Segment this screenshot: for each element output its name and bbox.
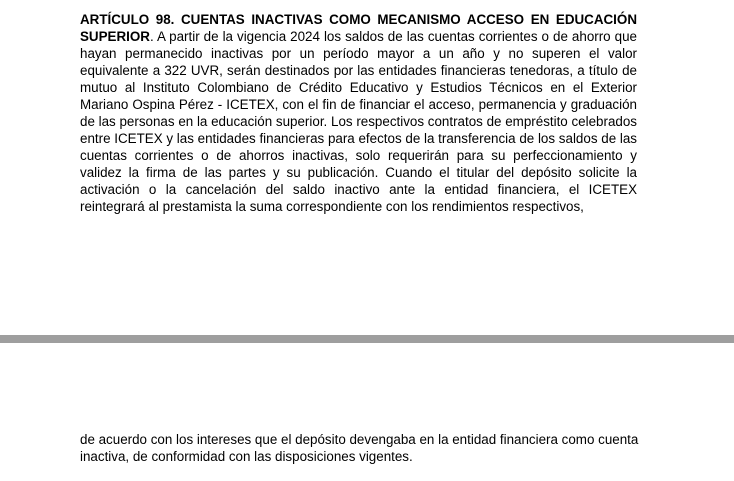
article-paragraph xyxy=(80,11,637,215)
article-heading: ARTÍCULO 98. CUENTAS INACTIVAS COMO MECANISMO ACCESO EN EDUCACIÓN SUPERIOR xyxy=(80,12,637,44)
continuation-paragraph: de acuerdo con los intereses que el depósito devengaba en la entidad financiera como cuenta inactiva, de conformidad con las disposiciones vigentes. xyxy=(80,432,639,464)
article-body: . A partir de la vigencia 2024 los saldos de las cuentas corrientes o de ahorro que hayan permanecido inactivas por un período mayor a un año y no superen el valor equivalente a 322 UVR, serán destinados por las entidades financieras tenedoras, a título de mutuo al Instituto Colombiano de Crédito Educativo y Estudios Técnicos en el Exterior Mariano Ospina Pérez - ICETEX, con el fin de financiar el acceso, permanencia y graduación de las personas en la educación superior. Los respectivos contratos de empréstito celebrados entre ICETEX y las entidades financieras para efectos de la transferencia de los saldos de las cuentas corrientes o de ahorros inactivas, solo requerirán para su perfeccionamiento y validez la firma de las partes y su publicación. Cuando el titular del depósito solicite la activación o la cancelación del saldo inactivo ante la entidad financiera, el ICETEX reintegrará al prestamista la suma correspondiente con los rendimientos respectivos, xyxy=(80,29,637,214)
page-lower xyxy=(0,343,734,481)
page-separator xyxy=(0,335,734,343)
